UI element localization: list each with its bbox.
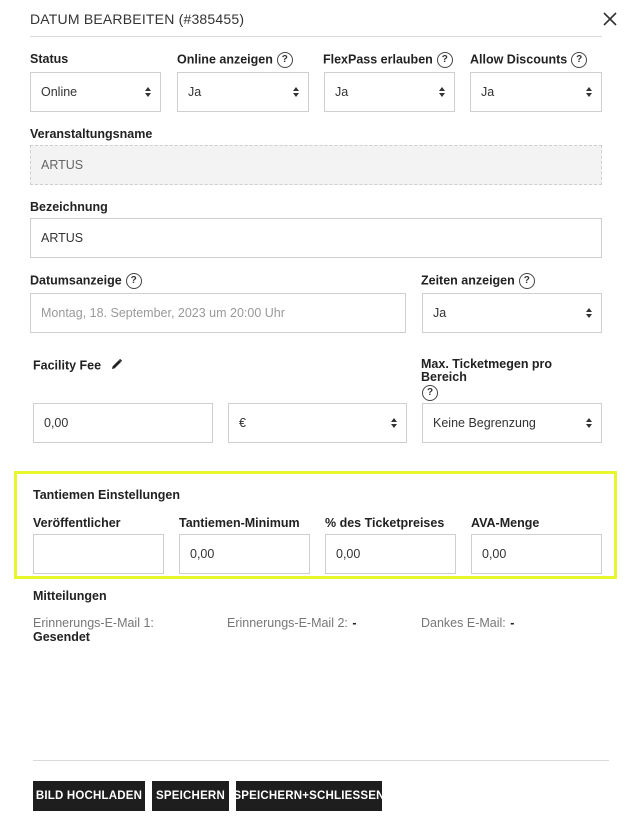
max-tickets-value: Keine Begrenzung	[433, 416, 536, 430]
reminder2	[227, 616, 357, 630]
veranstaltungsname-label: Veranstaltungsname	[30, 127, 153, 141]
allow-discounts-select[interactable]	[470, 72, 602, 112]
reminder2-value: -	[352, 616, 357, 630]
upload-image-button[interactable]: BILD HOCHLADEN	[33, 781, 145, 811]
max-tickets-select[interactable]	[422, 403, 602, 443]
flexpass-select[interactable]	[324, 72, 455, 112]
max-tickets-label-line2: Bereich	[421, 370, 467, 384]
footer-divider	[33, 760, 609, 761]
datumsanzeige-label	[30, 273, 142, 289]
veranstaltungsname-value: ARTUS	[41, 158, 84, 172]
datumsanzeige-label-text: Datumsanzeige	[30, 273, 122, 288]
datumsanzeige-input[interactable]	[30, 293, 406, 333]
publisher-input[interactable]	[33, 534, 164, 574]
thanks-email-label: Dankes E-Mail:	[421, 616, 506, 630]
help-icon[interactable]: ?	[422, 385, 438, 401]
select-arrows-icon	[390, 418, 398, 428]
help-icon[interactable]: ?	[126, 273, 142, 289]
ava-amount-input[interactable]	[471, 534, 602, 574]
tantiemen-minimum-input[interactable]	[179, 534, 310, 574]
zeiten-anzeigen-label-text: Zeiten anzeigen	[421, 273, 515, 288]
mitteilungen-title: Mitteilungen	[33, 589, 107, 603]
facility-fee-amount: 0,00	[44, 416, 69, 430]
zeiten-anzeigen-label	[421, 273, 535, 289]
facility-fee-currency-select[interactable]	[228, 403, 407, 443]
allow-discounts-label	[470, 52, 587, 68]
help-icon[interactable]: ?	[571, 52, 587, 68]
allow-discounts-value: Ja	[481, 85, 495, 99]
close-icon[interactable]	[601, 10, 619, 28]
tantiemen-minimum-value: 0,00	[190, 547, 215, 561]
status-value: Online	[41, 85, 78, 99]
help-icon[interactable]: ?	[519, 273, 535, 289]
bezeichnung-label: Bezeichnung	[30, 200, 108, 214]
status-label: Status	[30, 52, 69, 66]
help-icon[interactable]: ?	[277, 52, 293, 68]
thanks-email	[421, 616, 514, 630]
online-anzeigen-label	[177, 52, 293, 68]
zeiten-anzeigen-select[interactable]	[422, 293, 602, 333]
ava-amount-label: AVA-Menge	[471, 516, 540, 530]
veranstaltungsname-field	[30, 145, 602, 185]
reminder2-label: Erinnerungs-E-Mail 2:	[227, 616, 348, 630]
save-button[interactable]: SPEICHERN	[152, 781, 229, 811]
select-arrows-icon	[585, 87, 593, 97]
publisher-label: Veröffentlicher	[33, 516, 121, 530]
tantiemen-minimum-label: Tantiemen-Minimum	[179, 516, 300, 530]
facility-fee-amount-input[interactable]	[33, 403, 213, 443]
save-close-button[interactable]: SPEICHERN+SCHLIESSEN	[236, 781, 382, 811]
facility-fee-label-text: Facility Fee	[33, 358, 102, 373]
max-tickets-label	[421, 358, 552, 401]
facility-fee-currency: €	[239, 416, 246, 430]
reminder1-label: Erinnerungs-E-Mail 1:	[33, 616, 154, 630]
flexpass-value: Ja	[335, 85, 349, 99]
select-arrows-icon	[585, 418, 593, 428]
header-divider	[30, 36, 602, 37]
ticket-percent-label: % des Ticketpreises	[325, 516, 445, 530]
online-anzeigen-select[interactable]	[177, 72, 309, 112]
zeiten-anzeigen-value: Ja	[433, 306, 447, 320]
status-select[interactable]	[30, 72, 161, 112]
tantiemen-title: Tantiemen Einstellungen	[33, 488, 181, 502]
select-arrows-icon	[585, 308, 593, 318]
reminder1-value: Gesendet	[33, 630, 90, 644]
max-tickets-label-line1: Max. Ticketmegen pro	[421, 357, 553, 371]
bezeichnung-input[interactable]	[30, 218, 602, 258]
ticket-percent-value: 0,00	[336, 547, 361, 561]
select-arrows-icon	[292, 87, 300, 97]
bezeichnung-value: ARTUS	[41, 231, 84, 245]
flexpass-label	[323, 52, 453, 68]
online-anzeigen-value: Ja	[188, 85, 202, 99]
ava-amount-value: 0,00	[482, 547, 507, 561]
facility-fee-label	[33, 358, 123, 374]
flexpass-label-text: FlexPass erlauben	[323, 52, 433, 67]
pencil-icon[interactable]	[110, 358, 123, 374]
select-arrows-icon	[438, 87, 446, 97]
datumsanzeige-placeholder: Montag, 18. September, 2023 um 20:00 Uhr	[41, 306, 285, 320]
allow-discounts-label-text: Allow Discounts	[470, 52, 568, 67]
thanks-email-value: -	[510, 616, 515, 630]
ticket-percent-input[interactable]	[325, 534, 456, 574]
select-arrows-icon	[144, 87, 152, 97]
dialog-title: DATUM BEARBEITEN (#385455)	[30, 11, 245, 27]
online-anzeigen-label-text: Online anzeigen	[177, 52, 273, 67]
reminder1	[33, 616, 154, 644]
help-icon[interactable]: ?	[437, 52, 453, 68]
